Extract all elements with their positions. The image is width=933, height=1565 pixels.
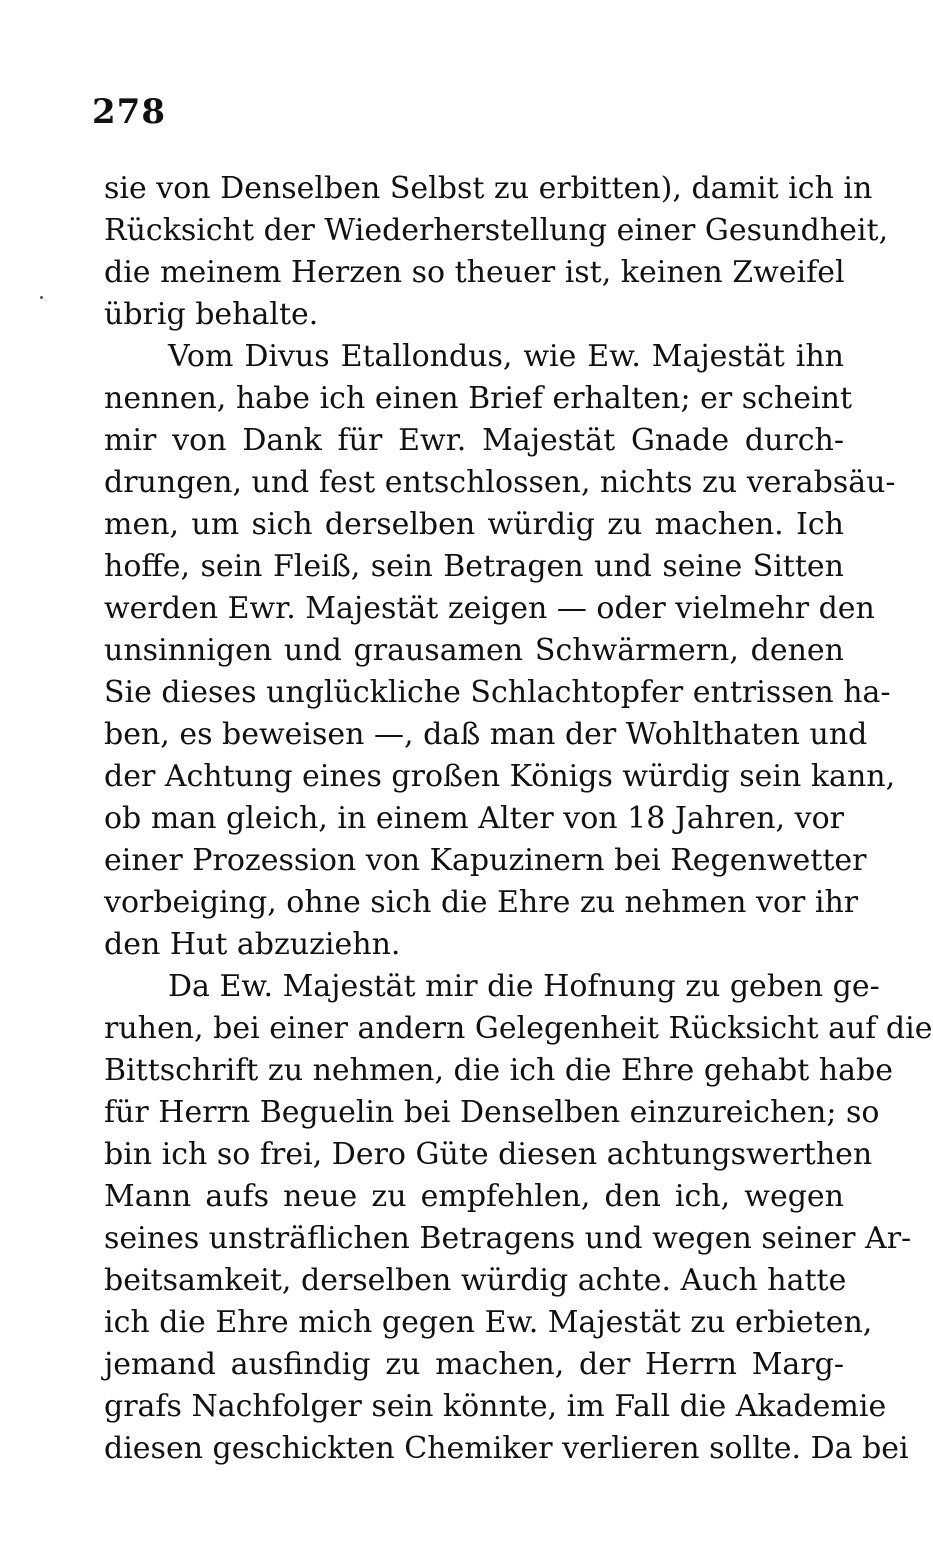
text-line: Sie dieses unglückliche Schlachtopfer entrissen ha- — [104, 675, 891, 710]
text-line: vorbeiging, ohne sich die Ehre zu nehmen vor ihr — [104, 885, 859, 920]
text-line: für Herrn Beguelin bei Denselben einzureichen; so — [104, 1095, 880, 1130]
text-line: men, um sich derselben würdig zu machen. Ich — [104, 507, 844, 542]
text-line: einer Prozession von Kapuzinern bei Regenwetter — [104, 843, 867, 878]
margin-mark — [40, 296, 43, 299]
text-line: Rücksicht der Wiederherstellung einer Gesundheit, — [104, 213, 889, 248]
text-line: übrig behalte. — [104, 297, 319, 332]
text-line: sie von Denselben Selbst zu erbitten), damit ich in — [104, 171, 873, 206]
text-line: hoffe, sein Fleiß, sein Betragen und seine Sitten — [104, 549, 844, 584]
page-number: 278 — [92, 92, 166, 132]
text-line: Da Ew. Majestät mir die Hofnung zu geben ge- — [168, 969, 880, 1004]
text-line: beitsamkeit, derselben würdig achte. Auch hatte — [104, 1263, 847, 1298]
text-line: nennen, habe ich einen Brief erhalten; er scheint — [104, 381, 853, 416]
text-line: Vom Divus Etallondus, wie Ew. Majestät ihn — [168, 339, 844, 374]
body-text — [104, 168, 933, 1470]
text-line: der Achtung eines großen Königs würdig sein kann, — [104, 759, 896, 794]
text-line: werden Ewr. Majestät zeigen — oder vielmehr den — [104, 591, 875, 626]
text-line: ruhen, bei einer andern Gelegenheit Rücksicht auf die — [104, 1011, 933, 1046]
text-line: den Hut abzuziehn. — [104, 927, 401, 962]
text-line: ben, es beweisen —, daß man der Wohlthaten und — [104, 717, 868, 752]
text-line: Mann aufs neue zu empfehlen, den ich, wegen — [104, 1179, 844, 1214]
text-line: ob man gleich, in einem Alter von 18 Jahren, vor — [104, 801, 844, 836]
text-line: Bittschrift zu nehmen, die ich die Ehre gehabt habe — [104, 1053, 893, 1088]
text-line: seines unsträflichen Betragens und wegen seiner Ar- — [104, 1221, 912, 1256]
text-line: diesen geschickten Chemiker verlieren sollte. Da bei — [104, 1431, 909, 1466]
text-line: unsinnigen und grausamen Schwärmern, denen — [104, 633, 844, 668]
text-line: drungen, und fest entschlossen, nichts zu verabsäu- — [104, 465, 896, 500]
text-line: mir von Dank für Ewr. Majestät Gnade durch- — [104, 423, 844, 458]
text-line: bin ich so frei, Dero Güte diesen achtungswerthen — [104, 1137, 873, 1172]
text-line: grafs Nachfolger sein könnte, im Fall die Akademie — [104, 1389, 887, 1424]
text-line: ich die Ehre mich gegen Ew. Majestät zu erbieten, — [104, 1305, 873, 1340]
text-line: die meinem Herzen so theuer ist, keinen Zweifel — [104, 255, 845, 290]
text-line: jemand ausfindig zu machen, der Herrn Marg- — [104, 1347, 844, 1382]
